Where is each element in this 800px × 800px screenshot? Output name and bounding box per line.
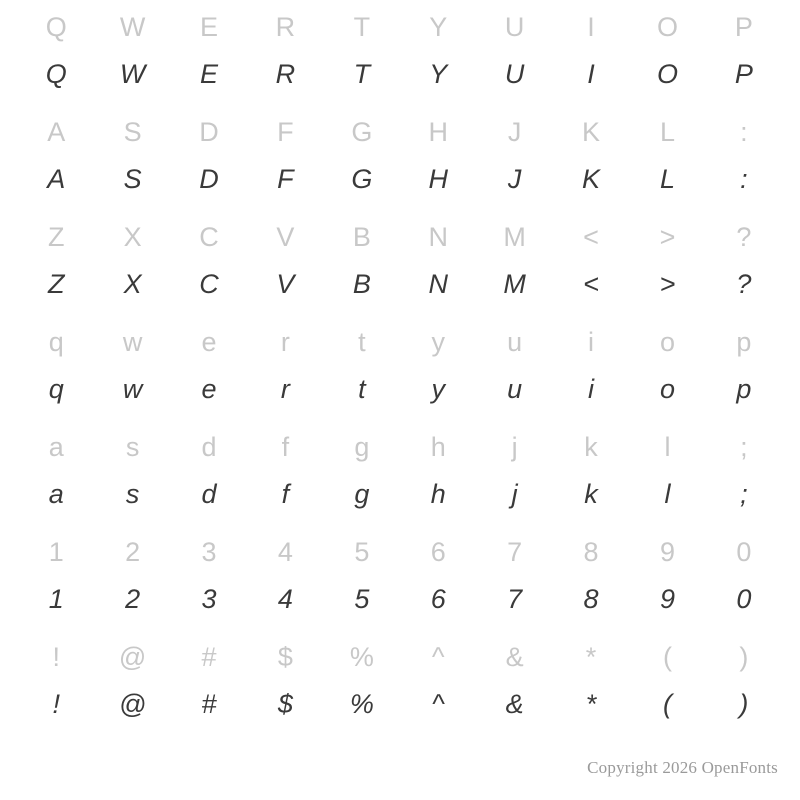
- key-char: C: [199, 222, 219, 252]
- sample-char: g: [354, 479, 370, 509]
- key-char: B: [352, 222, 371, 252]
- sample-char: C: [199, 269, 219, 299]
- key-char: Q: [45, 12, 67, 42]
- key-char: 3: [201, 537, 217, 567]
- key-row: [0, 214, 800, 260]
- key-char: I: [587, 12, 595, 42]
- sample-char: 0: [736, 584, 752, 614]
- sample-char: k: [584, 479, 598, 509]
- sample-char: X: [123, 269, 142, 299]
- sample-char: E: [200, 59, 219, 89]
- sample-char: h: [430, 479, 446, 509]
- sample-char: H: [428, 164, 448, 194]
- key-char: ^: [431, 642, 445, 672]
- sample-char: %: [349, 689, 374, 719]
- key-char: 4: [277, 537, 293, 567]
- row-group: [0, 319, 800, 413]
- sample-char: (: [662, 689, 672, 719]
- sample-char: r: [280, 374, 290, 404]
- sample-char: G: [351, 164, 373, 194]
- key-char: #: [201, 642, 217, 672]
- sample-char: q: [48, 374, 64, 404]
- key-char: >: [659, 222, 676, 252]
- sample-char: ?: [736, 269, 752, 299]
- sample-char: D: [199, 164, 219, 194]
- sample-char: l: [664, 479, 671, 509]
- sample-char: @: [118, 689, 147, 719]
- key-char: K: [582, 117, 601, 147]
- row-group: [0, 109, 800, 203]
- sample-char: 8: [583, 584, 599, 614]
- sample-char: $: [277, 689, 293, 719]
- sample-char: L: [659, 164, 675, 194]
- key-char: (: [662, 642, 672, 672]
- sample-char: N: [428, 269, 448, 299]
- sample-row: [0, 680, 800, 728]
- sample-char: #: [201, 689, 217, 719]
- sample-char: :: [740, 164, 748, 194]
- key-char: y: [431, 327, 445, 357]
- key-char: j: [511, 432, 518, 462]
- sample-char: 2: [125, 584, 141, 614]
- sample-char: U: [504, 59, 525, 89]
- sample-char: j: [511, 479, 518, 509]
- row-group: [0, 424, 800, 518]
- key-char: f: [281, 432, 290, 462]
- sample-char: t: [358, 374, 366, 404]
- key-char: w: [122, 327, 143, 357]
- key-char: q: [48, 327, 64, 357]
- sample-char: ;: [740, 479, 748, 509]
- sample-row: [0, 575, 800, 623]
- sample-char: ): [739, 689, 749, 719]
- key-char: k: [584, 432, 598, 462]
- sample-char: 6: [430, 584, 446, 614]
- key-char: M: [503, 222, 526, 252]
- key-char: 5: [354, 537, 370, 567]
- key-char: D: [199, 117, 219, 147]
- sample-char: M: [503, 269, 526, 299]
- sample-char: 4: [277, 584, 293, 614]
- sample-row: [0, 50, 800, 98]
- sample-char: u: [507, 374, 523, 404]
- key-char: ): [739, 642, 749, 672]
- sample-char: J: [507, 164, 522, 194]
- key-char: Z: [47, 222, 65, 252]
- sample-char: P: [734, 59, 753, 89]
- sample-char: >: [659, 269, 676, 299]
- sample-char: 1: [48, 584, 64, 614]
- key-char: !: [52, 642, 60, 672]
- key-char: h: [430, 432, 446, 462]
- sample-char: !: [52, 689, 60, 719]
- sample-char: K: [582, 164, 601, 194]
- key-char: s: [125, 432, 140, 462]
- key-char: W: [119, 12, 146, 42]
- row-group: [0, 634, 800, 728]
- row-group: [0, 4, 800, 98]
- row-group: [0, 214, 800, 308]
- sample-char: ^: [431, 689, 445, 719]
- key-char: d: [201, 432, 217, 462]
- key-char: &: [505, 642, 524, 672]
- key-char: E: [200, 12, 219, 42]
- sample-char: V: [276, 269, 295, 299]
- key-row: [0, 634, 800, 680]
- key-char: G: [351, 117, 373, 147]
- sample-char: Z: [47, 269, 65, 299]
- sample-char: y: [431, 374, 445, 404]
- key-char: L: [659, 117, 675, 147]
- key-char: ?: [736, 222, 752, 252]
- key-row: [0, 109, 800, 155]
- sample-char: Y: [429, 59, 448, 89]
- sample-char: d: [201, 479, 217, 509]
- key-char: o: [659, 327, 675, 357]
- sample-char: p: [736, 374, 752, 404]
- sample-row: [0, 365, 800, 413]
- key-row: [0, 424, 800, 470]
- key-char: J: [507, 117, 522, 147]
- key-char: *: [585, 642, 597, 672]
- key-char: u: [507, 327, 523, 357]
- sample-char: B: [352, 269, 371, 299]
- key-char: 6: [430, 537, 446, 567]
- sample-char: &: [505, 689, 524, 719]
- sample-row: [0, 155, 800, 203]
- key-char: F: [277, 117, 294, 147]
- key-char: O: [656, 12, 678, 42]
- key-char: A: [47, 117, 66, 147]
- sample-char: F: [277, 164, 294, 194]
- key-char: N: [428, 222, 448, 252]
- sample-char: 3: [201, 584, 217, 614]
- sample-char: T: [353, 59, 371, 89]
- sample-row: [0, 260, 800, 308]
- key-char: $: [277, 642, 293, 672]
- key-char: 7: [507, 537, 523, 567]
- key-char: Y: [429, 12, 448, 42]
- key-char: <: [583, 222, 599, 252]
- key-char: 1: [48, 537, 64, 567]
- key-char: t: [358, 327, 366, 357]
- key-char: T: [353, 12, 371, 42]
- key-char: V: [276, 222, 295, 252]
- key-char: @: [118, 642, 147, 672]
- sample-char: O: [656, 59, 678, 89]
- sample-char: i: [588, 374, 595, 404]
- sample-char: *: [585, 689, 597, 719]
- key-row: [0, 529, 800, 575]
- key-row: [0, 4, 800, 50]
- key-char: r: [280, 327, 290, 357]
- key-char: l: [664, 432, 671, 462]
- sample-char: R: [275, 59, 296, 89]
- key-row: [0, 319, 800, 365]
- sample-char: W: [119, 59, 146, 89]
- key-char: H: [428, 117, 448, 147]
- key-char: g: [354, 432, 370, 462]
- sample-char: s: [125, 479, 140, 509]
- sample-char: I: [587, 59, 595, 89]
- key-char: :: [740, 117, 748, 147]
- sample-char: <: [583, 269, 599, 299]
- sample-char: S: [123, 164, 142, 194]
- sample-char: A: [47, 164, 66, 194]
- key-char: i: [588, 327, 595, 357]
- key-char: S: [123, 117, 142, 147]
- sample-char: 9: [659, 584, 675, 614]
- copyright-notice: Copyright 2026 OpenFonts: [587, 758, 778, 777]
- key-char: U: [504, 12, 525, 42]
- row-group: [0, 529, 800, 623]
- key-char: P: [734, 12, 753, 42]
- key-char: 2: [125, 537, 141, 567]
- key-char: %: [349, 642, 374, 672]
- sample-char: 7: [507, 584, 523, 614]
- key-char: 9: [659, 537, 675, 567]
- key-char: X: [123, 222, 142, 252]
- sample-char: 5: [354, 584, 370, 614]
- key-char: a: [48, 432, 64, 462]
- sample-char: f: [281, 479, 290, 509]
- sample-row: [0, 470, 800, 518]
- key-char: R: [275, 12, 296, 42]
- sample-char: a: [48, 479, 64, 509]
- key-char: ;: [740, 432, 748, 462]
- key-char: 8: [583, 537, 599, 567]
- key-char: e: [201, 327, 217, 357]
- sample-char: e: [201, 374, 217, 404]
- sample-char: o: [659, 374, 675, 404]
- key-char: p: [736, 327, 752, 357]
- key-char: 0: [736, 537, 752, 567]
- sample-char: w: [122, 374, 143, 404]
- sample-char: Q: [45, 59, 67, 89]
